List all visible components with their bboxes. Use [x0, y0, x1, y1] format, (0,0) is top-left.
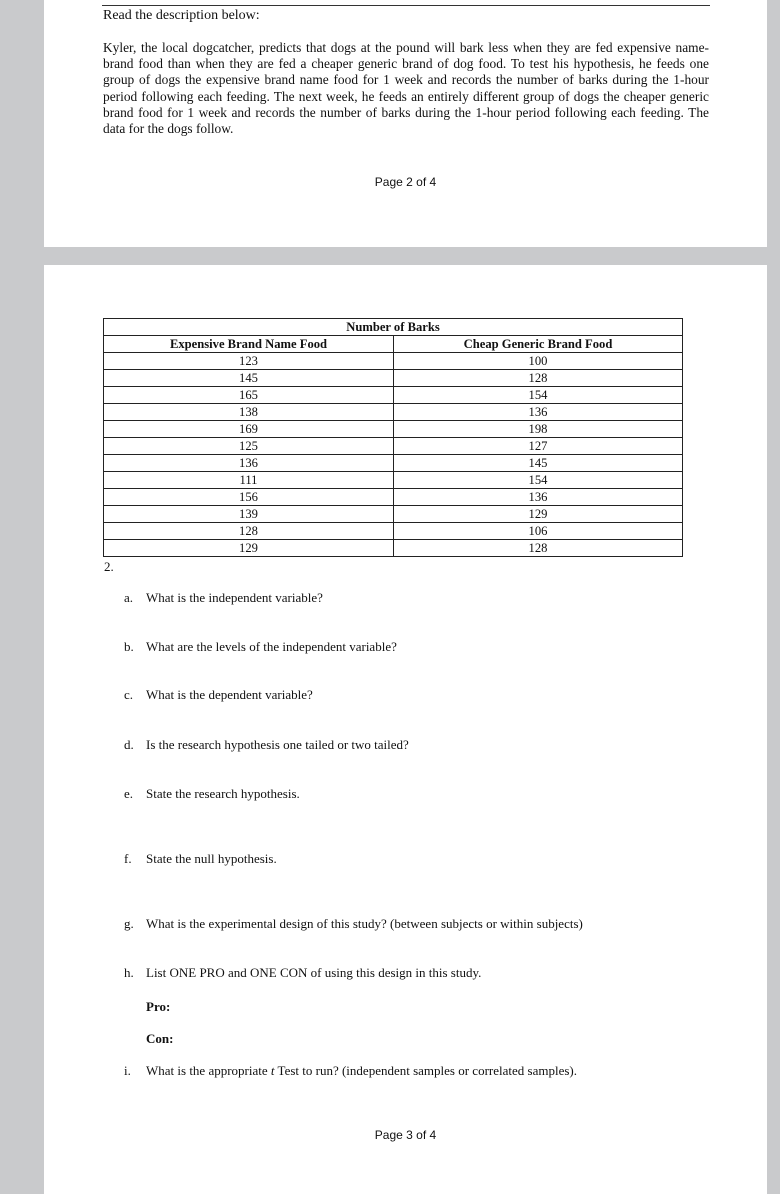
question-number: 2. [104, 559, 114, 574]
cheap-brand-cell: 198 [394, 421, 683, 438]
expensive-brand-cell: 156 [104, 489, 394, 506]
question-g [124, 916, 583, 932]
question-text-after: Test to run? (independent samples or correlated samples). [274, 1063, 577, 1078]
expensive-brand-cell: 128 [104, 523, 394, 540]
cheap-brand-cell: 128 [394, 540, 683, 557]
table-header-row [104, 336, 683, 353]
cheap-brand-cell: 136 [394, 489, 683, 506]
question-letter: e. [124, 786, 134, 801]
column-header-cheap: Cheap Generic Brand Food [394, 336, 683, 353]
question-letter: i. [124, 1063, 131, 1078]
table-title-row [104, 319, 683, 336]
page-number: Page 2 of 4 [374, 175, 437, 189]
question-letter: h. [124, 965, 134, 980]
question-i [124, 1063, 577, 1079]
cheap-brand-cell: 136 [394, 404, 683, 421]
table-row [104, 506, 683, 523]
question-b [124, 639, 397, 655]
question-letter: f. [124, 851, 132, 866]
con-label: Con: [146, 1031, 174, 1046]
cheap-brand-cell: 127 [394, 438, 683, 455]
question-text: What are the levels of the independent variable? [146, 639, 397, 654]
question-letter: g. [124, 916, 134, 931]
cheap-brand-cell: 154 [394, 387, 683, 404]
expensive-brand-cell: 111 [104, 472, 394, 489]
question-letter: a. [124, 590, 134, 605]
cheap-brand-cell: 128 [394, 370, 683, 387]
question-c [124, 687, 313, 703]
question-text: What is the experimental design of this study? (between subjects or within subjects) [146, 916, 583, 931]
instruction-heading: Read the description below: [103, 8, 260, 23]
table-row [104, 353, 683, 370]
document-page-3 [44, 265, 767, 1194]
table-row [104, 472, 683, 489]
question-text: What is the independent variable? [146, 590, 323, 605]
cheap-brand-cell: 145 [394, 455, 683, 472]
column-header-expensive: Expensive Brand Name Food [104, 336, 394, 353]
question-text: State the research hypothesis. [146, 786, 300, 801]
question-text-before: What is the appropriate [146, 1063, 271, 1078]
barks-table [103, 318, 683, 557]
table-row [104, 404, 683, 421]
table-row [104, 540, 683, 557]
question-letter: b. [124, 639, 134, 654]
question-letter: d. [124, 737, 134, 752]
expensive-brand-cell: 169 [104, 421, 394, 438]
table-body [104, 353, 683, 557]
question-text: What is the dependent variable? [146, 687, 313, 702]
expensive-brand-cell: 139 [104, 506, 394, 523]
question-text: State the null hypothesis. [146, 851, 277, 866]
page-number: Page 3 of 4 [374, 1128, 437, 1142]
table-row [104, 370, 683, 387]
expensive-brand-cell: 125 [104, 438, 394, 455]
t-symbol: t [270, 1063, 275, 1078]
cheap-brand-cell: 129 [394, 506, 683, 523]
table-row [104, 489, 683, 506]
question-h [124, 965, 481, 981]
expensive-brand-cell: 138 [104, 404, 394, 421]
question-a [124, 590, 323, 606]
cheap-brand-cell: 154 [394, 472, 683, 489]
cheap-brand-cell: 100 [394, 353, 683, 370]
expensive-brand-cell: 145 [104, 370, 394, 387]
expensive-brand-cell: 165 [104, 387, 394, 404]
table-row [104, 387, 683, 404]
question-text: Is the research hypothesis one tailed or two tailed? [146, 737, 409, 752]
document-page-2 [44, 0, 767, 247]
question-d [124, 737, 409, 753]
expensive-brand-cell: 136 [104, 455, 394, 472]
expensive-brand-cell: 129 [104, 540, 394, 557]
table-title: Number of Barks [104, 319, 683, 336]
table-row [104, 455, 683, 472]
table-row [104, 438, 683, 455]
expensive-brand-cell: 123 [104, 353, 394, 370]
top-rule [102, 5, 710, 6]
question-e [124, 786, 300, 802]
pro-label: Pro: [146, 999, 171, 1014]
table-row [104, 421, 683, 438]
table-row [104, 523, 683, 540]
question-f [124, 851, 277, 867]
question-letter: c. [124, 687, 134, 702]
question-text: List ONE PRO and ONE CON of using this design in this study. [146, 965, 482, 980]
cheap-brand-cell: 106 [394, 523, 683, 540]
scenario-description: Kyler, the local dogcatcher, predicts that dogs at the pound will bark less when they are fed expensive name-brand food than when they are fed a cheaper generic brand of dog food. To test his hypothesis, he feeds one group of dogs the expensive brand name food for 1 week and records the number of barks during the 1-hour period following each feeding. The next week, he feeds an entirely different group of dogs the cheaper generic brand food for 1 week and records the number of barks during the 1-hour period following each feeding. The data for the dogs follow. [103, 40, 709, 137]
